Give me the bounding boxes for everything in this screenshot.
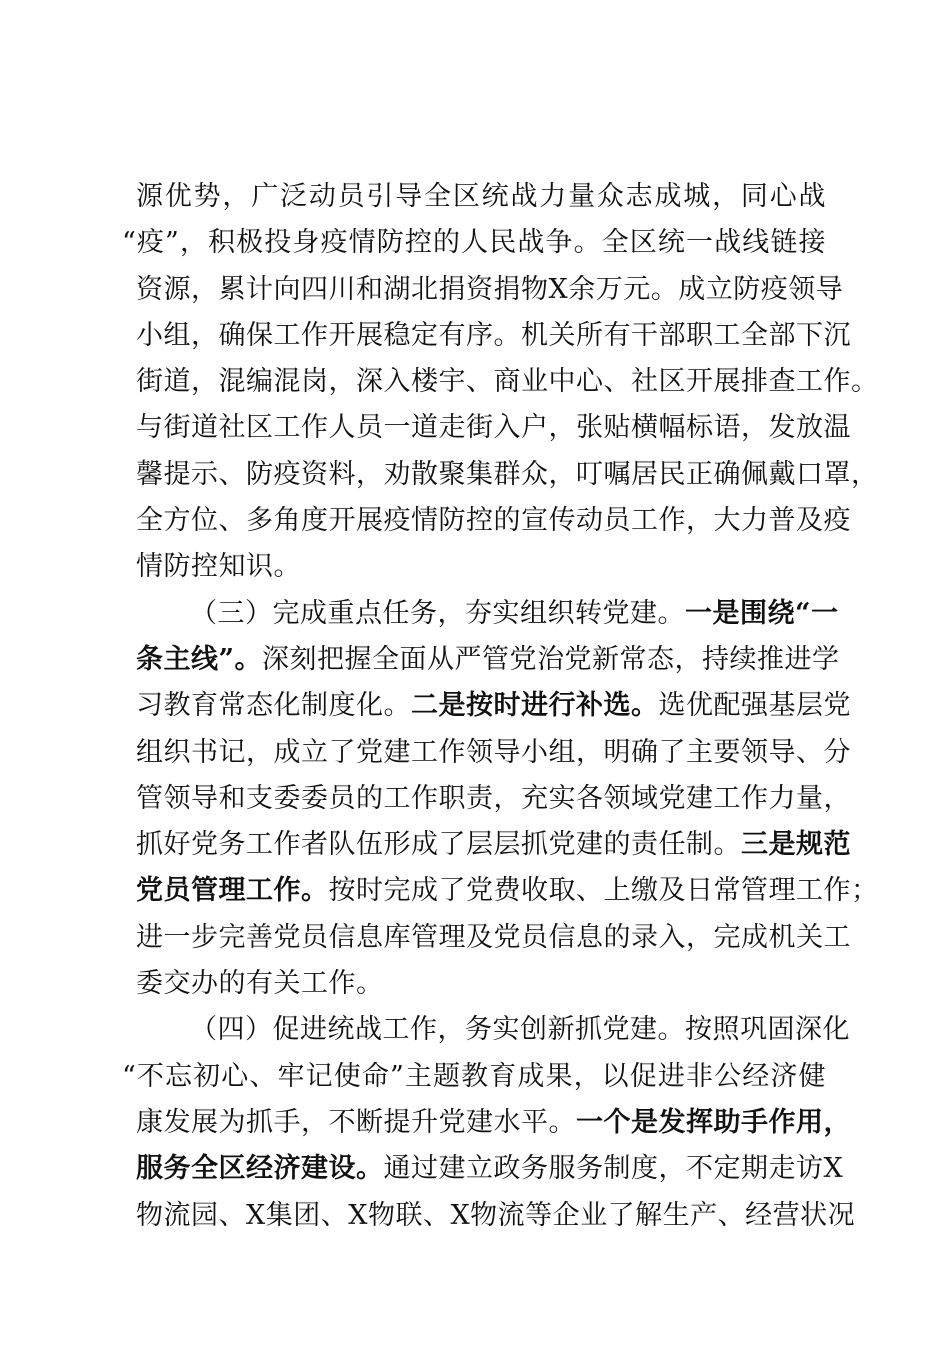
text-line: 习教育常态化制度化。二是按时进行补选。选优配强基层党: [136, 690, 851, 722]
text-line: 康发展为抓手，不断提升党建水平。一个是发挥助手作用，: [136, 1106, 851, 1138]
text-line: 源优势，广泛动员引导全区统战力量众志成城，同心战: [136, 181, 826, 212]
text-line: 全方位、多角度开展疫情防控的宣传动员工作，大力普及疫: [136, 505, 851, 537]
section-heading-4: （四）促进统战工作，务实创新抓党建。按照巩固深化: [190, 1014, 850, 1046]
text-line: 党员管理工作。按时完成了党费收取、上缴及日常管理工作；: [136, 875, 879, 907]
text-line: 资源，累计向四川和湖北捐资捐物X余万元。成立防疫领导: [136, 273, 844, 305]
text-line: 组织书记，成立了党建工作领导小组，明确了主要领导、分: [136, 736, 851, 768]
text-line: “不忘初心、牢记使命”主题教育成果，以促进非公经济健: [122, 1060, 826, 1092]
text-line: 物流园、X集团、X物联、X物流等企业了解生产、经营状况: [136, 1199, 856, 1231]
text-line: 委交办的有关工作。: [136, 968, 384, 1000]
text-line: 管领导和支委委员的工作职责，充实各领域党建工作力量，: [136, 782, 851, 814]
text-line: 街道，混编混岗，深入楼宇、商业中心、社区开展排查工作。: [136, 366, 879, 398]
text-line: “疫”，积极投身疫情防控的人民战争。全区统一战线链接: [122, 227, 826, 259]
text-line: 条主线”。深刻把握全面从严管党治党新常态，持续推进学: [136, 643, 840, 675]
section-heading-3: （三）完成重点任务，夯实组织转党建。一是围绕“一: [190, 597, 839, 629]
text-line: 抓好党务工作者队伍形成了层层抓党建的责任制。三是规范: [136, 829, 851, 861]
text-line: 服务全区经济建设。通过建立政务服务制度，不定期走访X: [136, 1153, 844, 1185]
text-line: 小组，确保工作开展稳定有序。机关所有干部职工全部下沉: [136, 319, 851, 351]
body-text: [122, 174, 879, 1239]
text-line: 与街道社区工作人员一道走街入户，张贴横幅标语，发放温: [136, 412, 851, 444]
text-line: 馨提示、防疫资料，劝散聚集群众，叮嘱居民正确佩戴口罩，: [136, 458, 879, 490]
text-line: 进一步完善党员信息库管理及党员信息的录入，完成机关工: [136, 921, 851, 953]
text-line: 情防控知识。: [136, 551, 301, 583]
